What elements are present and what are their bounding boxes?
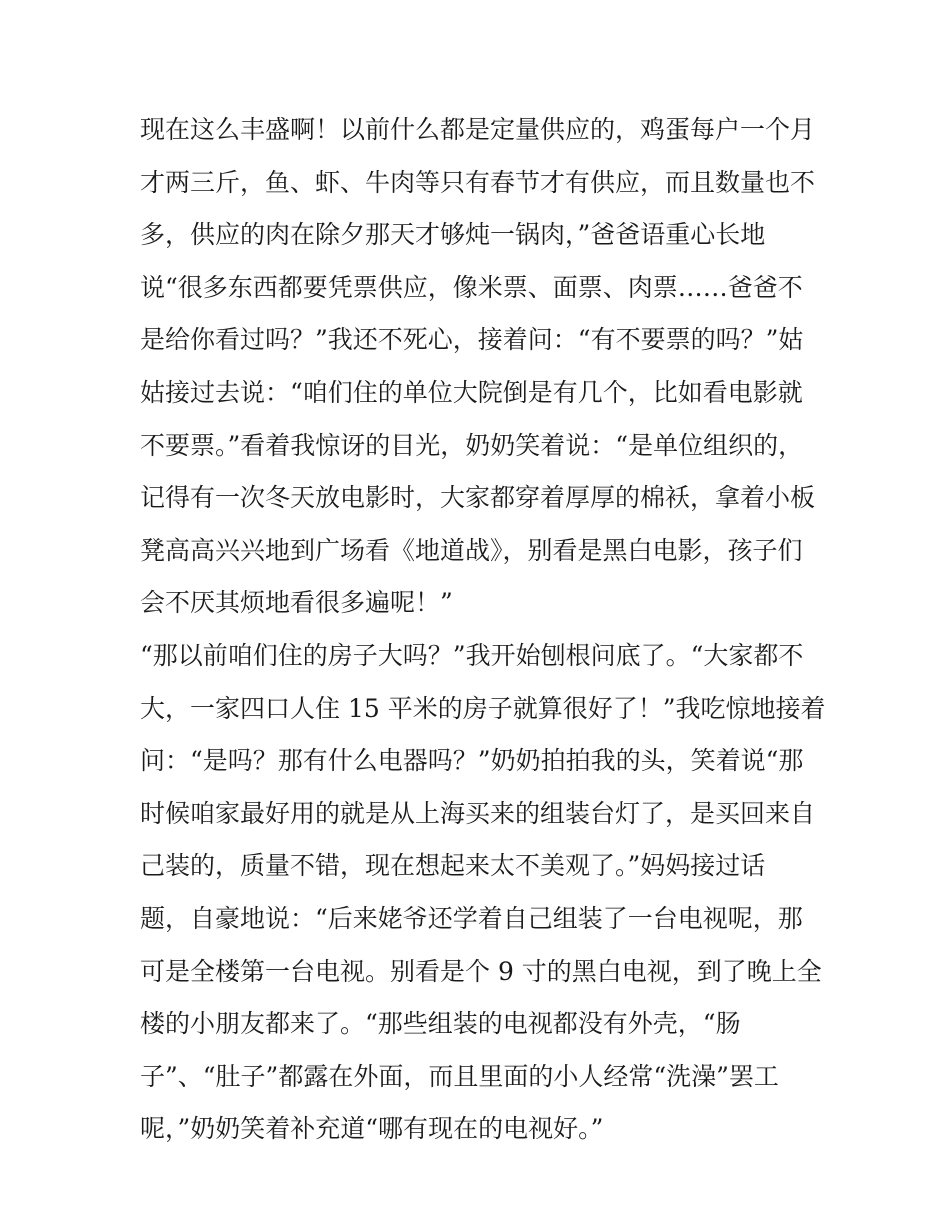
text-line: 多，供应的肉在除夕那天才够炖一锅肉，”爸爸语重心长地 [140, 220, 766, 250]
text-line: 现在这么丰盛啊！以前什么都是定量供应的，鸡蛋每户一个月 [140, 115, 816, 144]
text-line: 题，自豪地说：“后来姥爷还学着自己组装了一台电视呢，那 [140, 903, 803, 933]
text-line: 楼的小朋友都来了。“那些组装的电视都没有外壳，“肠 [140, 1009, 741, 1039]
text-line: 呢，”奶奶笑着补充道“哪有现在的电视好。” [140, 1114, 604, 1144]
text-line: 问：“是吗？那有什么电器吗？”奶奶拍拍我的头，笑着说“那 [140, 746, 804, 776]
text-line: 不要票。”看着我惊讶的目光，奶奶笑着说：“是单位组织的， [140, 430, 804, 460]
text-line: “那以前咱们住的房子大吗？”我开始刨根问底了。“大家都不 [140, 640, 804, 670]
text-line: 是给你看过吗？”我还不死心，接着问：“有不要票的吗？”姑 [140, 325, 804, 355]
text-line: 凳高高兴兴地到广场看《地道战》，别看是黑白电影，孩子们 [140, 535, 803, 565]
text-line: 可是全楼第一台电视。别看是个 9 寸的黑白电视，到了晚上全 [140, 956, 822, 986]
text-line: 记得有一次冬天放电影时，大家都穿着厚厚的棉袄，拿着小板 [140, 483, 816, 513]
text-line: 才两三斤，鱼、虾、牛肉等只有春节才有供应，而且数量也不 [140, 167, 816, 197]
text-line: 时候咱家最好用的就是从上海买来的组装台灯了，是买回来自 [140, 798, 816, 828]
text-line: 说“很多东西都要凭票供应，像米票、面票、肉票……爸爸不 [140, 272, 803, 302]
body-text [140, 110, 830, 1162]
text-line: 己装的，质量不错，现在想起来太不美观了。”妈妈接过话 [140, 851, 766, 881]
text-line: 会不厌其烦地看很多遍呢！” [140, 588, 453, 618]
text-line: 大，一家四口人住 15 平米的房子就算很好了！”我吃惊地接着 [140, 693, 826, 723]
text-line: 子”、“肚子”都露在外面，而且里面的小人经常“洗澡”罢工 [140, 1061, 779, 1091]
text-line: 姑接过去说：“咱们住的单位大院倒是有几个，比如看电影就 [140, 377, 803, 407]
